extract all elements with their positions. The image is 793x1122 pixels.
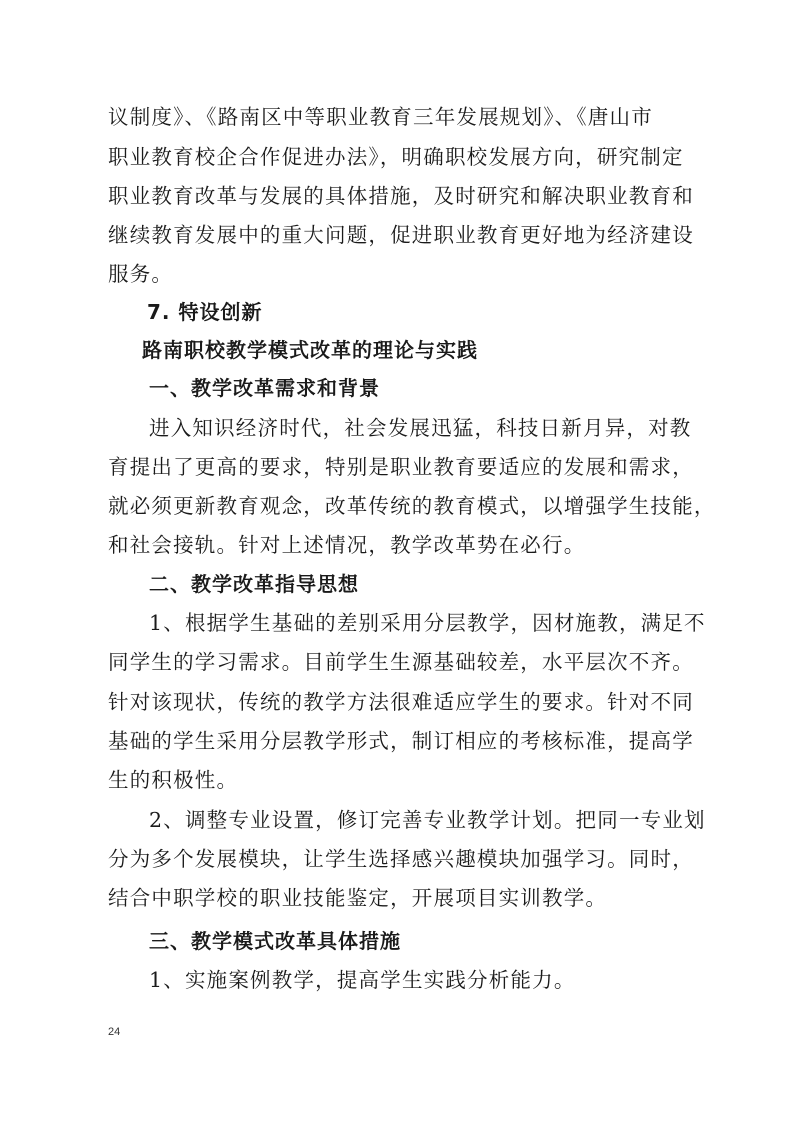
body-text-line: 职业教育校企合作促进办法》，明确职校发展方向，研究制定: [108, 145, 684, 169]
section-heading: 7. 特设创新: [147, 300, 263, 324]
article-title: 路南职校教学模式改革的理论与实践: [142, 338, 478, 362]
body-text-line: 生的积极性。: [108, 768, 239, 792]
body-text-line: 同学生的学习需求。目前学生生源基础较差，水平层次不齐。: [108, 650, 694, 674]
part3-heading: 三、教学模式改革具体措施: [149, 929, 401, 953]
body-text-line: 1、实施案例教学，提高学生实践分析能力。: [149, 968, 576, 992]
body-text-line: 结合中职学校的职业技能鉴定，开展项目实训教学。: [108, 886, 608, 910]
part1-heading: 一、教学改革需求和背景: [149, 376, 380, 400]
body-text-line: 育提出了更高的要求，特别是职业教育要适应的发展和需求，: [108, 455, 694, 479]
part2-heading: 二、教学改革指导思想: [149, 572, 359, 596]
body-text-line: 1、根据学生基础的差别采用分层教学，因材施教，满足不: [149, 611, 706, 635]
body-text-line: 基础的学生采用分层教学形式，制订相应的考核标准，提高学: [108, 729, 694, 753]
body-text-line: 针对该现状，传统的教学方法很难适应学生的要求。针对不同: [108, 690, 694, 714]
body-text-line: 服务。: [108, 262, 174, 286]
body-text-line: 继续教育发展中的重大问题，促进职业教育更好地为经济建设: [108, 223, 694, 247]
body-text-line: 职业教育改革与发展的具体措施，及时研究和解决职业教育和: [108, 184, 694, 208]
body-text-line: 就必须更新教育观念，改革传统的教育模式，以增强学生技能，: [108, 494, 716, 518]
body-text-line: 分为多个发展模块，让学生选择感兴趣模块加强学习。同时，: [108, 847, 694, 871]
page-number: 24: [108, 1026, 121, 1038]
body-text-line: 和社会接轨。针对上述情况，教学改革势在必行。: [108, 533, 586, 557]
body-text-line: 2、调整专业设置，修订完善专业教学计划。把同一专业划: [149, 808, 706, 832]
body-text-line: 进入知识经济时代，社会发展迅猛，科技日新月异，对教: [149, 416, 692, 440]
body-text-line: 议制度》、《路南区中等职业教育三年发展规划》、《唐山市: [108, 105, 653, 129]
